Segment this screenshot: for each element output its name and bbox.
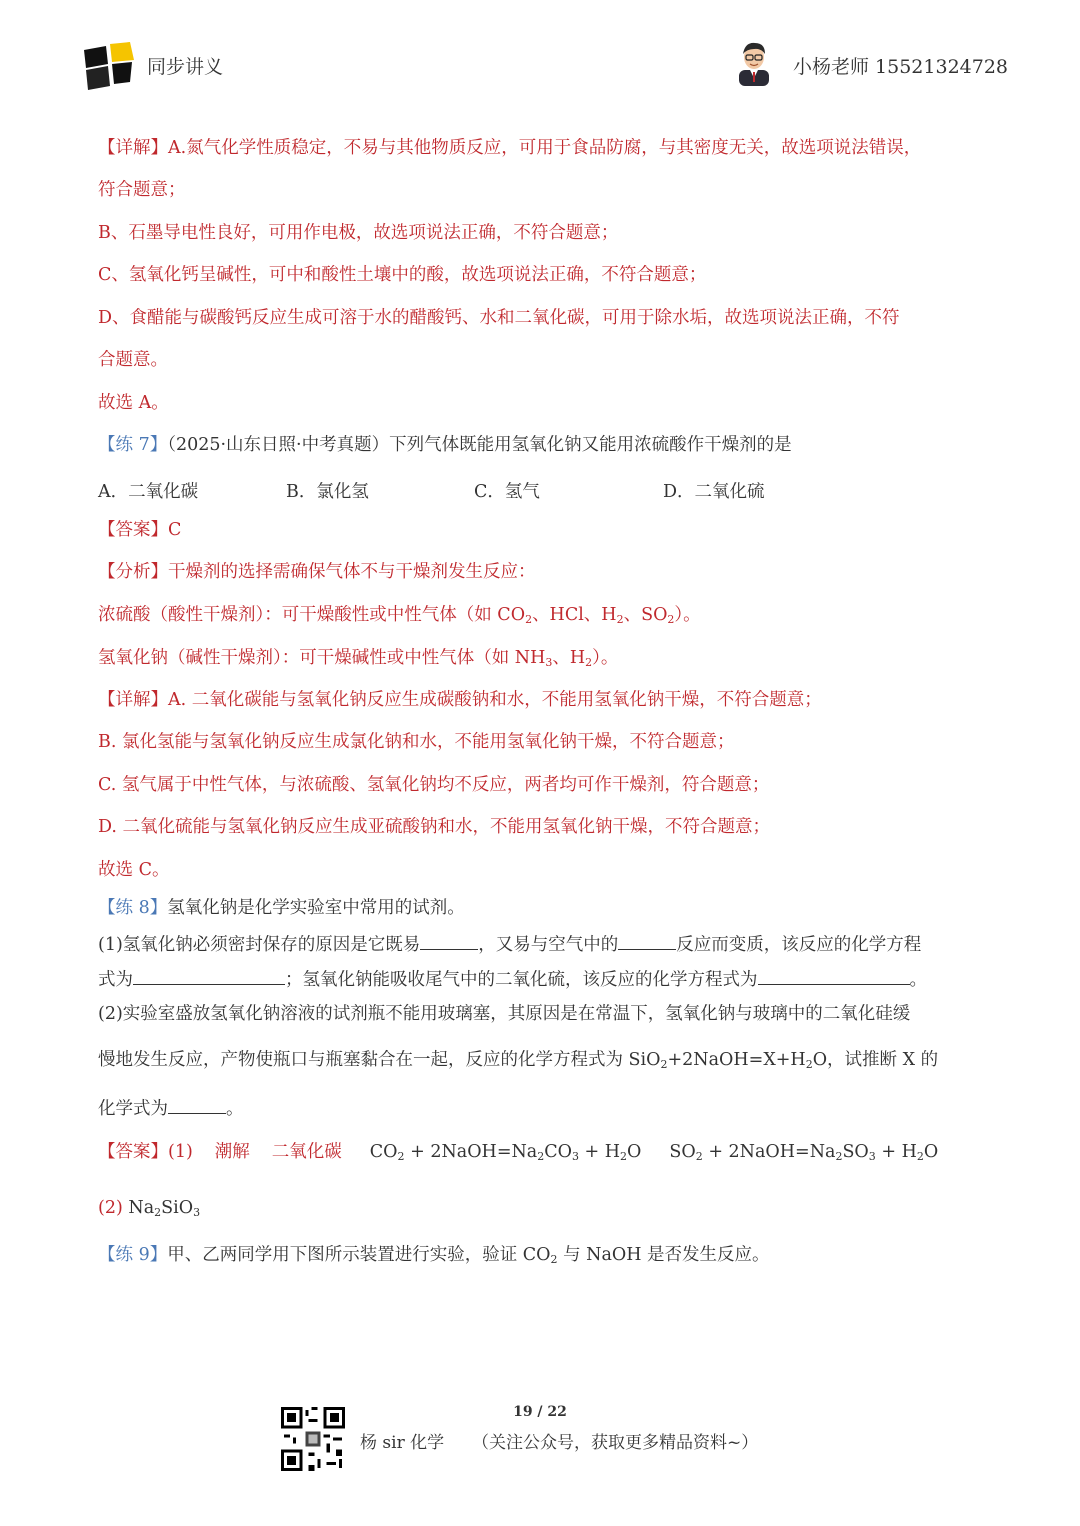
q7-detail-d: D. 二氧化硫能与氢氧化钠反应生成亚硫酸钠和水，不能用氢氧化钠干燥，不符合题意； xyxy=(98,817,771,837)
detail-tag: 【详解】 xyxy=(98,138,168,158)
explanation-text: A.氮气化学性质稳定，不易与其他物质反应，可用于食品防腐，与其密度无关，故选项说法错误， xyxy=(168,138,922,158)
answer-blank xyxy=(420,933,478,950)
explanation-line-3: B、石墨导电性良好，可用作电极，故选项说法正确，不符合题意； xyxy=(98,223,619,243)
q8-stem: 【练 8】氢氧化钠是化学实验室中常用的试剂。 xyxy=(98,898,465,918)
q7-option-a: A．二氧化碳 xyxy=(98,482,199,502)
q7-answer-value: C xyxy=(168,520,182,540)
answer-blank xyxy=(618,933,676,950)
footer-note: （关注公众号，获取更多精品资料~） xyxy=(472,1433,759,1453)
q8-part1-line1: (1)氢氧化钠必须密封保存的原因是它既易 ，又易与空气中的 反应而变质，该反应的化学方程 xyxy=(98,935,922,955)
answer-blank xyxy=(758,968,910,985)
answer-blank xyxy=(168,1097,226,1114)
q8-answer-1: 【答案】(1) 潮解 二氧化碳 $CO_2$ + $2NaOH=Na_2CO_3 + H_2O$ $SO_2$ + $2NaOH=Na_2SO_3 + H_2O$ xyxy=(98,1142,939,1163)
q8-part2-line3: 化学式为 。 xyxy=(98,1099,244,1119)
q7-acid-desiccant-line: 浓硫酸（酸性干燥剂）：可干燥酸性或中性气体（如 $CO_2$、HCl、$H_2$、$SO_2$）。 xyxy=(98,605,701,626)
q7-option-d: D．二氧化硫 xyxy=(663,482,765,502)
detail-tag: 【详解】 xyxy=(98,690,168,710)
brand-logo-icon xyxy=(80,42,136,90)
answer-blank xyxy=(133,968,285,985)
q9-tag: 【练 9】 xyxy=(98,1245,168,1265)
page-number: 19 / 22 xyxy=(513,1404,567,1420)
footer-brand: 杨 sir 化学 xyxy=(360,1433,445,1453)
q8-answer-2: (2) $Na_2SiO_3$ xyxy=(98,1198,201,1219)
formula-na2sio3: $Na_2SiO_3$ xyxy=(128,1198,201,1219)
q7-option-b: B．氯化氢 xyxy=(286,482,369,502)
q7-option-c: C．氢气 xyxy=(474,482,540,502)
q7-conclusion: 故选 C。 xyxy=(98,860,170,880)
explanation-line-7: 故选 A。 xyxy=(98,393,169,413)
teacher-avatar-icon xyxy=(735,40,773,86)
explanation-line-2: 符合题意； xyxy=(98,180,186,200)
teacher-contact: 小杨老师 15521324728 xyxy=(793,56,1009,78)
q8-part2-line1: (2)实验室盛放氢氧化钠溶液的试剂瓶不能用玻璃塞，其原因是在常温下，氢氧化钠与玻璃中的二氧化硅缓 xyxy=(98,1004,911,1024)
q8-part2-line2: 慢地发生反应，产物使瓶口与瓶塞黏合在一起，反应的化学方程式为 $SiO_2+2NaOH=X+H_2O$，试推断 X 的 xyxy=(98,1050,939,1071)
q8-tag: 【练 8】 xyxy=(98,898,168,918)
q7-analysis xyxy=(98,562,536,583)
q7-answer xyxy=(98,520,181,541)
q7-stem xyxy=(98,435,792,456)
q7-base-desiccant-line: 氢氧化钠（碱性干燥剂）：可干燥碱性或中性气体（如 $NH_3$、$H_2$）。 xyxy=(98,648,619,669)
q7-analysis-text: 干燥剂的选择需确保气体不与干燥剂发生反应： xyxy=(168,562,536,582)
analysis-tag: 【分析】 xyxy=(98,562,168,582)
explanation-line-1 xyxy=(98,138,921,159)
equation-so2: $SO_2$ + $2NaOH=Na_2SO_3 + H_2O$ xyxy=(669,1142,939,1163)
q7-detail-c: C. 氢气属于中性气体，与浓硫酸、氢氧化钠均不反应，两者均可作干燥剂，符合题意； xyxy=(98,775,770,795)
q8-part1-line2: 式为 ；氢氧化钠能吸收尾气中的二氧化硫，该反应的化学方程式为 。 xyxy=(98,970,927,990)
explanation-line-5: D、食醋能与碳酸钙反应生成可溶于水的醋酸钙、水和二氧化碳，可用于除水垢，故选项说法正确，不符 xyxy=(98,308,900,328)
q7-tag: 【练 7】 xyxy=(98,435,168,455)
q7-detail-b: B. 氯化氢能与氢氧化钠反应生成氯化钠和水，不能用氢氧化钠干燥，不符合题意； xyxy=(98,732,735,752)
q7-stem-text: （2025·山东日照·中考真题）下列气体既能用氢氧化钠又能用浓硫酸作干燥剂的是 xyxy=(167,435,792,455)
q9-stem: 【练 9】甲、乙两同学用下图所示装置进行实验，验证 $CO_2$ 与 NaOH 是否发生反应。 xyxy=(98,1245,770,1266)
answer-tag: 【答案】 xyxy=(98,1142,168,1162)
explanation-line-4: C、氢氧化钙呈碱性，可中和酸性土壤中的酸，故选项说法正确，不符合题意； xyxy=(98,265,707,285)
explanation-line-6: 合题意。 xyxy=(98,350,168,370)
header-label: 同步讲义 xyxy=(147,56,224,78)
q7-detail-a: 【详解】A. 二氧化碳能与氢氧化钠反应生成碳酸钠和水，不能用氢氧化钠干燥，不符合题意； xyxy=(98,690,822,710)
answer-tag: 【答案】 xyxy=(98,520,168,540)
equation-co2: $CO_2$ + $2NaOH=Na_2CO_3 + H_2O$ xyxy=(369,1142,642,1163)
